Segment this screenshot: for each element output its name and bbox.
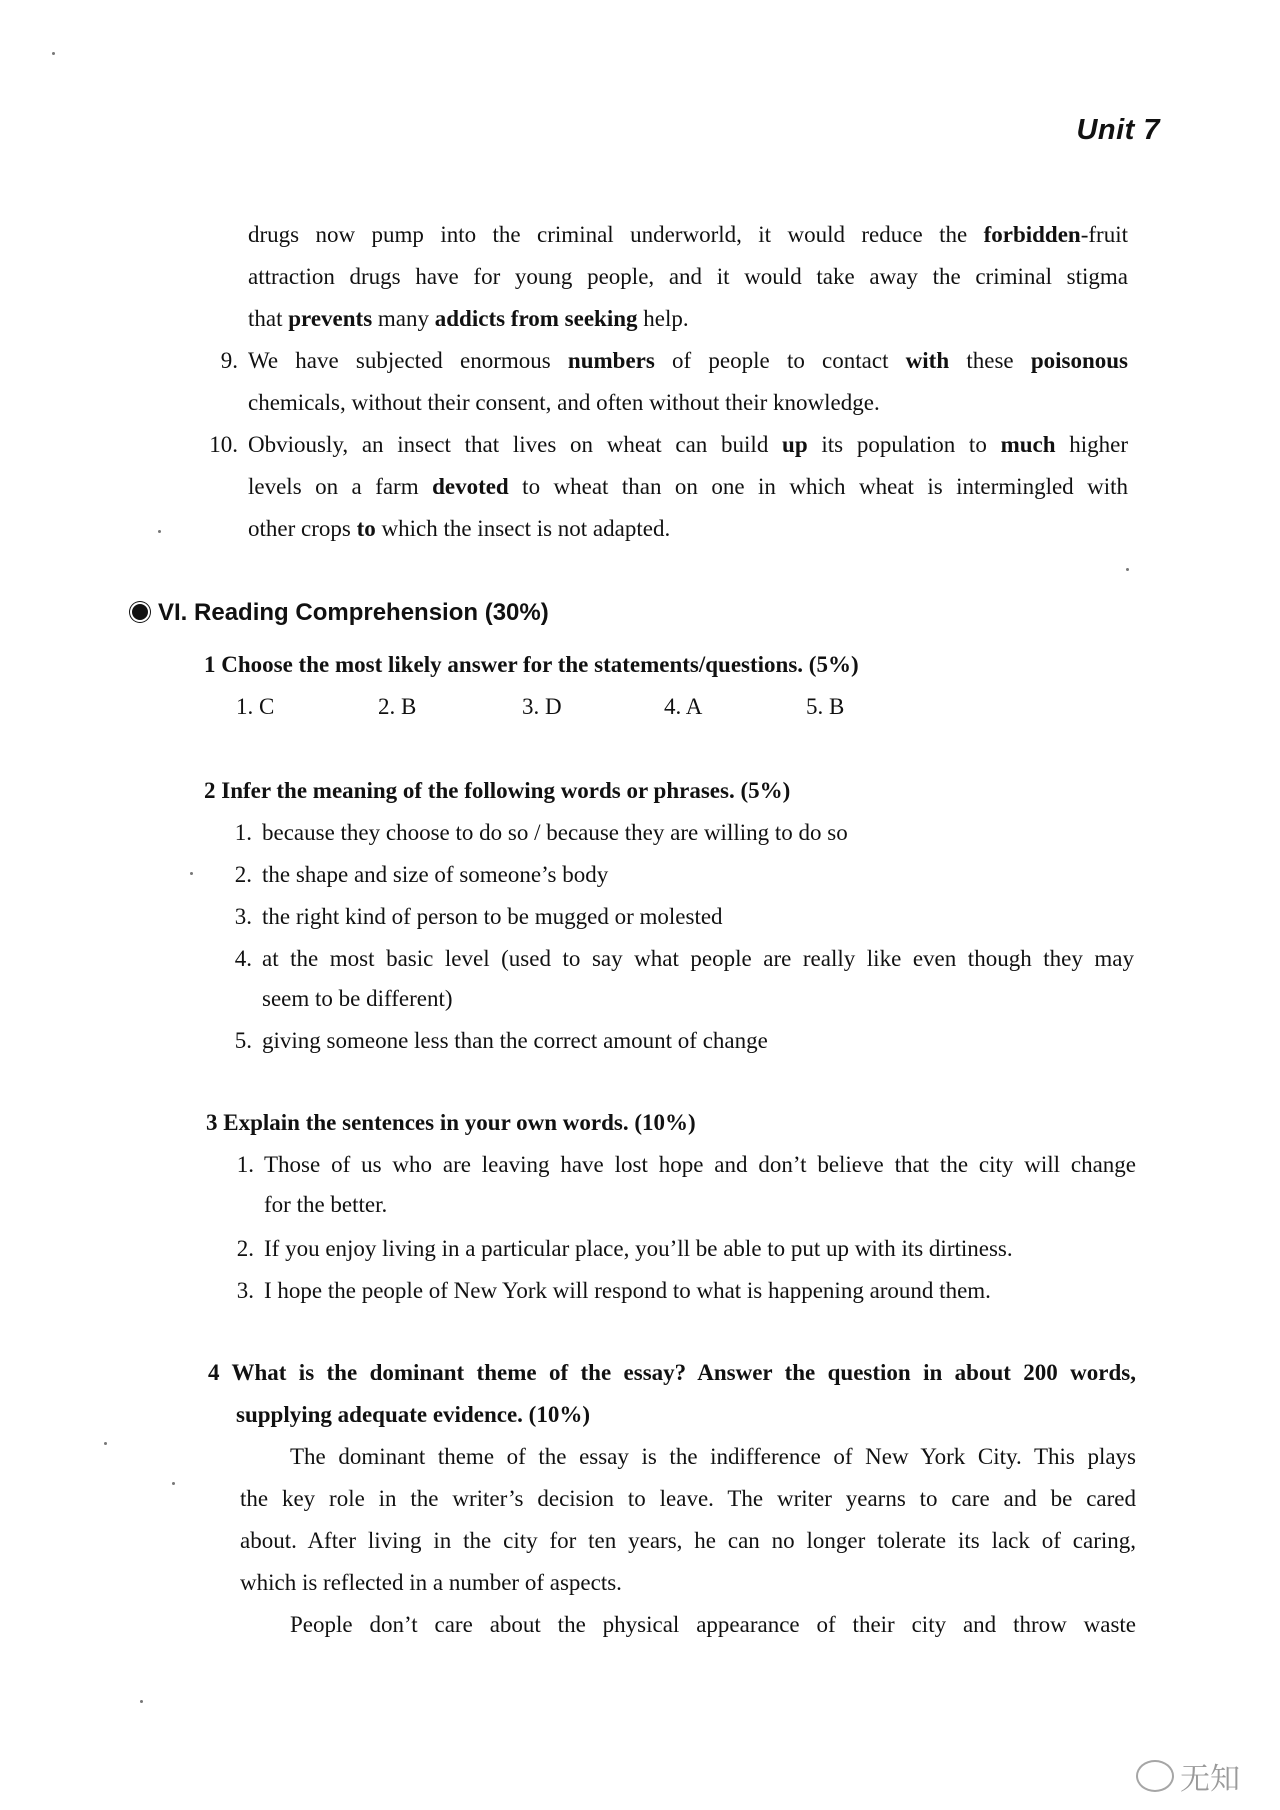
item-number: 2.	[236, 1236, 254, 1261]
section-title: VI. Reading Comprehension (30%)	[130, 592, 549, 634]
item-number: 2.	[234, 862, 252, 887]
paragraph-line: chemicals, without their consent, and often without their knowledge.	[248, 390, 880, 415]
item-number: 3.	[234, 904, 252, 929]
part-heading: 1 Choose the most likely answer for the statements/questions. (5%)	[204, 652, 859, 677]
item-number: 10.	[209, 432, 238, 457]
item-number: 3.	[236, 1278, 254, 1303]
answer-item: 4. A	[664, 694, 703, 719]
list-item-continued: for the better.	[264, 1192, 388, 1217]
item-number: 9.	[220, 348, 238, 373]
paragraph-line: Obviously, an insect that lives on wheat can build up its population to much higher	[248, 432, 1129, 457]
paragraph-line: We have subjected enormous numbers of people to contact with these poisonous	[248, 348, 1128, 373]
essay-line: the key role in the writer’s decision to leave. The writer yearns to care and be cared	[240, 1486, 1136, 1511]
answer-item: 5. B	[806, 694, 845, 719]
answer-item: 3. D	[522, 694, 562, 719]
part-heading: 4 What is the dominant theme of the essay? Answer the question in about 200 words,	[208, 1360, 1136, 1385]
essay-line: about. After living in the city for ten years, he can no longer tolerate its lack of caring,	[240, 1528, 1136, 1553]
list-item: because they choose to do so / because they are willing to do so	[262, 820, 848, 845]
list-item-continued: seem to be different)	[262, 986, 453, 1011]
item-number: 5.	[234, 1028, 252, 1053]
essay-line: People don’t care about the physical appearance of their city and throw waste	[290, 1612, 1136, 1637]
list-item: at the most basic level (used to say what people are really like even though they may	[262, 946, 1134, 971]
list-item: Those of us who are leaving have lost hope and don’t believe that the city will change	[264, 1152, 1136, 1177]
list-item: the right kind of person to be mugged or molested	[262, 904, 723, 929]
part-heading-continued: supplying adequate evidence. (10%)	[236, 1402, 590, 1427]
watermark: 无知	[1136, 1754, 1240, 1798]
list-item: the shape and size of someone’s body	[262, 862, 609, 887]
item-number: 1.	[234, 820, 252, 845]
item-number: 1.	[236, 1152, 254, 1177]
list-item: I hope the people of New York will respond to what is happening around them.	[264, 1278, 991, 1303]
answer-item: 1. C	[236, 694, 275, 719]
paragraph-line: that prevents many addicts from seeking help.	[248, 306, 689, 331]
essay-line: The dominant theme of the essay is the indifference of New York City. This plays	[290, 1444, 1136, 1469]
bullet-icon	[130, 602, 150, 622]
paragraph-line: attraction drugs have for young people, and it would take away the criminal stigma	[248, 264, 1128, 289]
paragraph-line: other crops to which the insect is not adapted.	[248, 516, 671, 541]
list-item: giving someone less than the correct amount of change	[262, 1028, 768, 1053]
item-number: 4.	[234, 946, 252, 971]
paragraph-line: drugs now pump into the criminal underworld, it would reduce the forbidden-fruit	[248, 222, 1128, 247]
list-item: If you enjoy living in a particular place, you’ll be able to put up with its dirtiness.	[264, 1236, 1013, 1261]
part-heading: 2 Infer the meaning of the following words or phrases. (5%)	[204, 778, 791, 803]
unit-header: Unit 7	[1076, 114, 1160, 146]
paragraph-line: levels on a farm devoted to wheat than on one in which wheat is intermingled with	[248, 474, 1129, 499]
essay-line: which is reflected in a number of aspects.	[240, 1570, 622, 1595]
answer-item: 2. B	[378, 694, 417, 719]
part-heading: 3 Explain the sentences in your own words. (10%)	[206, 1110, 696, 1135]
wechat-icon	[1136, 1760, 1174, 1792]
